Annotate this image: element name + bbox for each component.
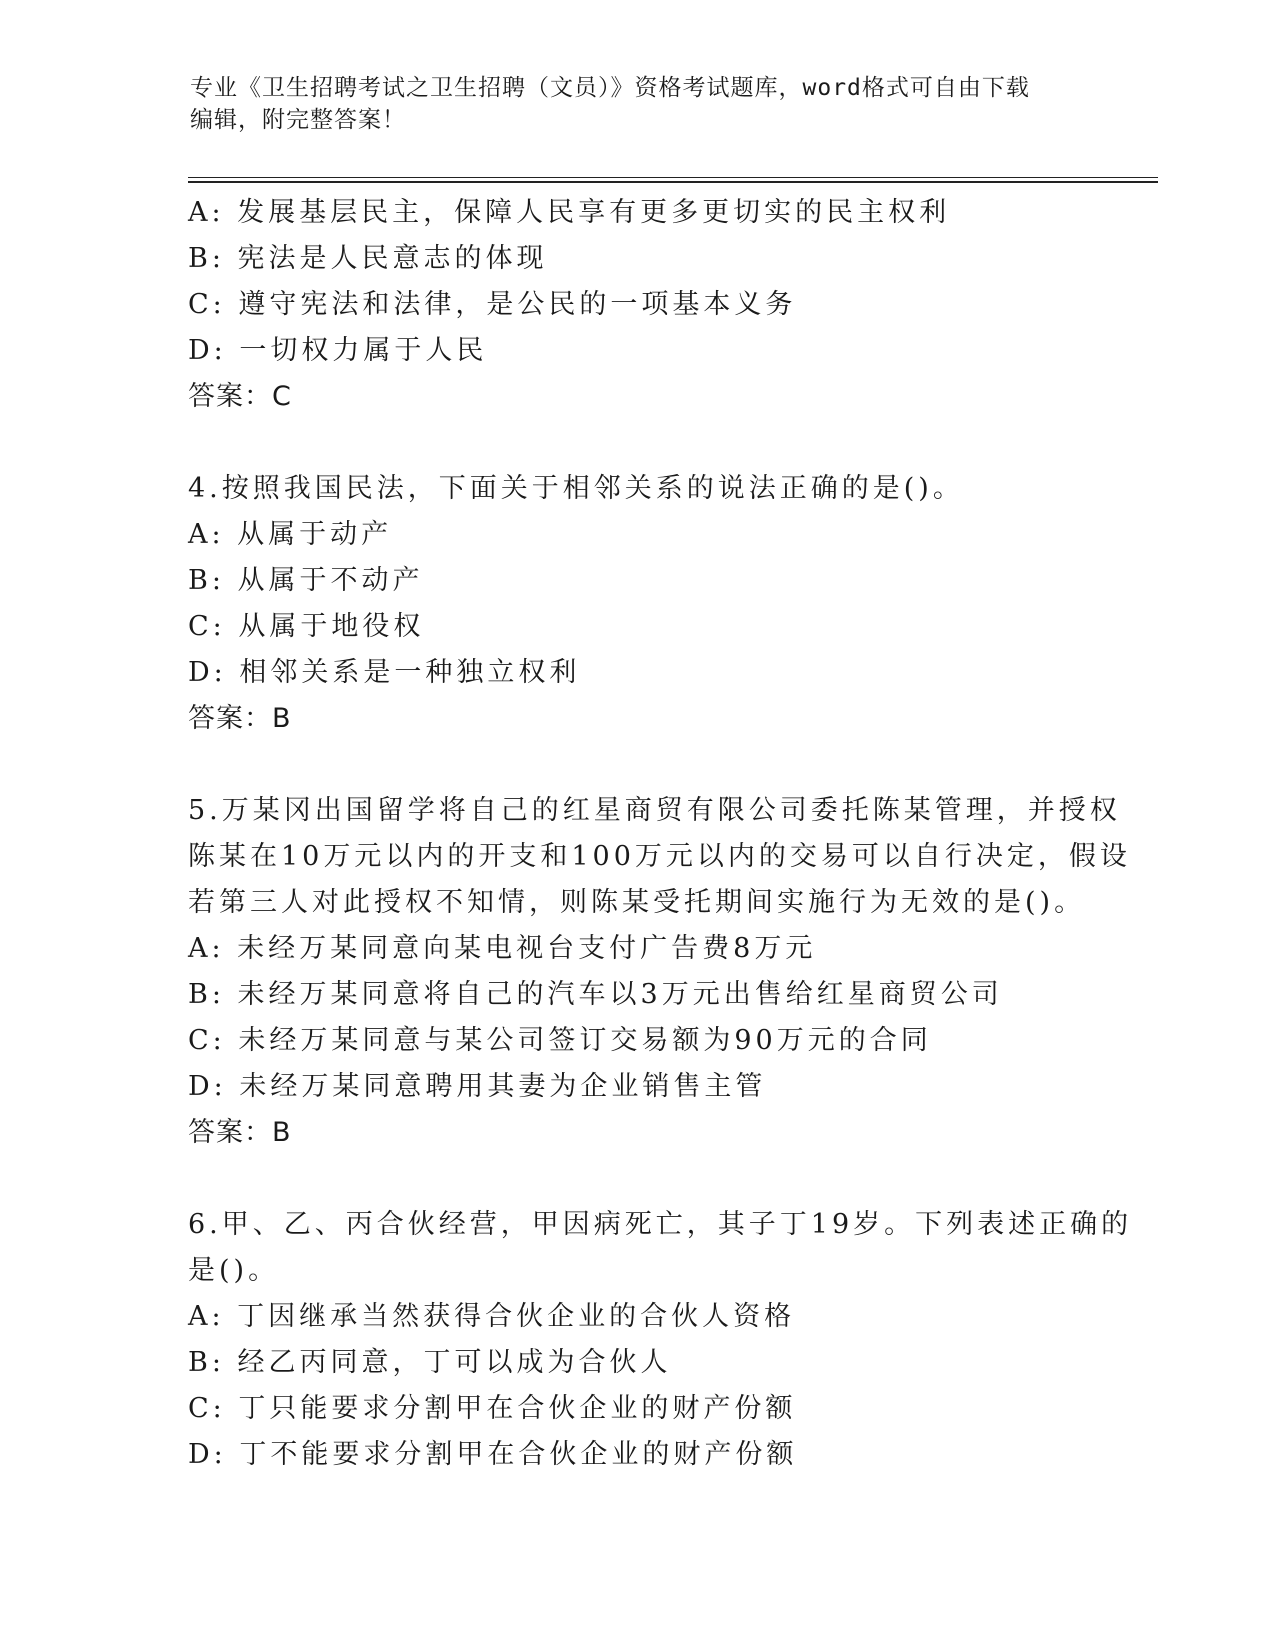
answer: 答案：B [188, 1117, 292, 1148]
header-divider-thick [188, 181, 1158, 183]
spacer [188, 1156, 1088, 1202]
option-b: B: 宪法是人民意志的体现 [188, 243, 548, 274]
question-stem: 6.甲、乙、丙合伙经营，甲因病死亡，其子丁19岁。下列表述正确的 [188, 1209, 1133, 1240]
question-stem: 是()。 [188, 1255, 280, 1286]
header-divider-thin [188, 177, 1158, 178]
document-header [190, 72, 1090, 136]
header-line-1: 专业《卫生招聘考试之卫生招聘（文员）》资格考试题库，word格式可自由下载 [190, 75, 1030, 101]
option-b: B: 未经万某同意将自己的汽车以3万元出售给红星商贸公司 [188, 979, 1003, 1010]
option-c: C: 丁只能要求分割甲在合伙企业的财产份额 [188, 1393, 797, 1424]
question-stem: 若第三人对此授权不知情，则陈某受托期间实施行为无效的是()。 [188, 887, 1086, 918]
question-4 [188, 466, 1088, 742]
option-c: C: 未经万某同意与某公司签订交易额为90万元的合同 [188, 1025, 932, 1056]
option-d: D: 一切权力属于人民 [188, 335, 488, 366]
question-6 [188, 1202, 1133, 1478]
question-stem: 陈某在10万元以内的开支和100万元以内的交易可以自行决定，假设 [188, 841, 1131, 872]
option-b: B: 从属于不动产 [188, 565, 424, 596]
header-line-2: 编辑，附完整答案！ [190, 107, 406, 133]
spacer [188, 420, 1088, 466]
answer: 答案：C [188, 381, 292, 412]
question-list [188, 190, 1133, 1478]
answer: 答案：B [188, 703, 292, 734]
option-d: D: 丁不能要求分割甲在合伙企业的财产份额 [188, 1439, 798, 1470]
spacer [188, 742, 1088, 788]
question-stem: 4.按照我国民法，下面关于相邻关系的说法正确的是()。 [188, 473, 964, 504]
option-a: A: 发展基层民主，保障人民享有更多更切实的民主权利 [188, 197, 951, 228]
option-b: B: 经乙丙同意，丁可以成为合伙人 [188, 1347, 672, 1378]
question-stem: 5.万某冈出国留学将自己的红星商贸有限公司委托陈某管理，并授权 [188, 795, 1121, 826]
option-c: C: 从属于地役权 [188, 611, 425, 642]
option-a: A: 丁因继承当然获得合伙企业的合伙人资格 [188, 1301, 796, 1332]
option-a: A: 从属于动产 [188, 519, 393, 550]
option-d: D: 未经万某同意聘用其妻为企业销售主管 [188, 1071, 767, 1102]
option-a: A: 未经万某同意向某电视台支付广告费8万元 [188, 933, 817, 964]
option-c: C: 遵守宪法和法律，是公民的一项基本义务 [188, 289, 797, 320]
question-5 [188, 788, 1131, 1156]
option-d: D: 相邻关系是一种独立权利 [188, 657, 581, 688]
question-3 [188, 190, 1088, 420]
